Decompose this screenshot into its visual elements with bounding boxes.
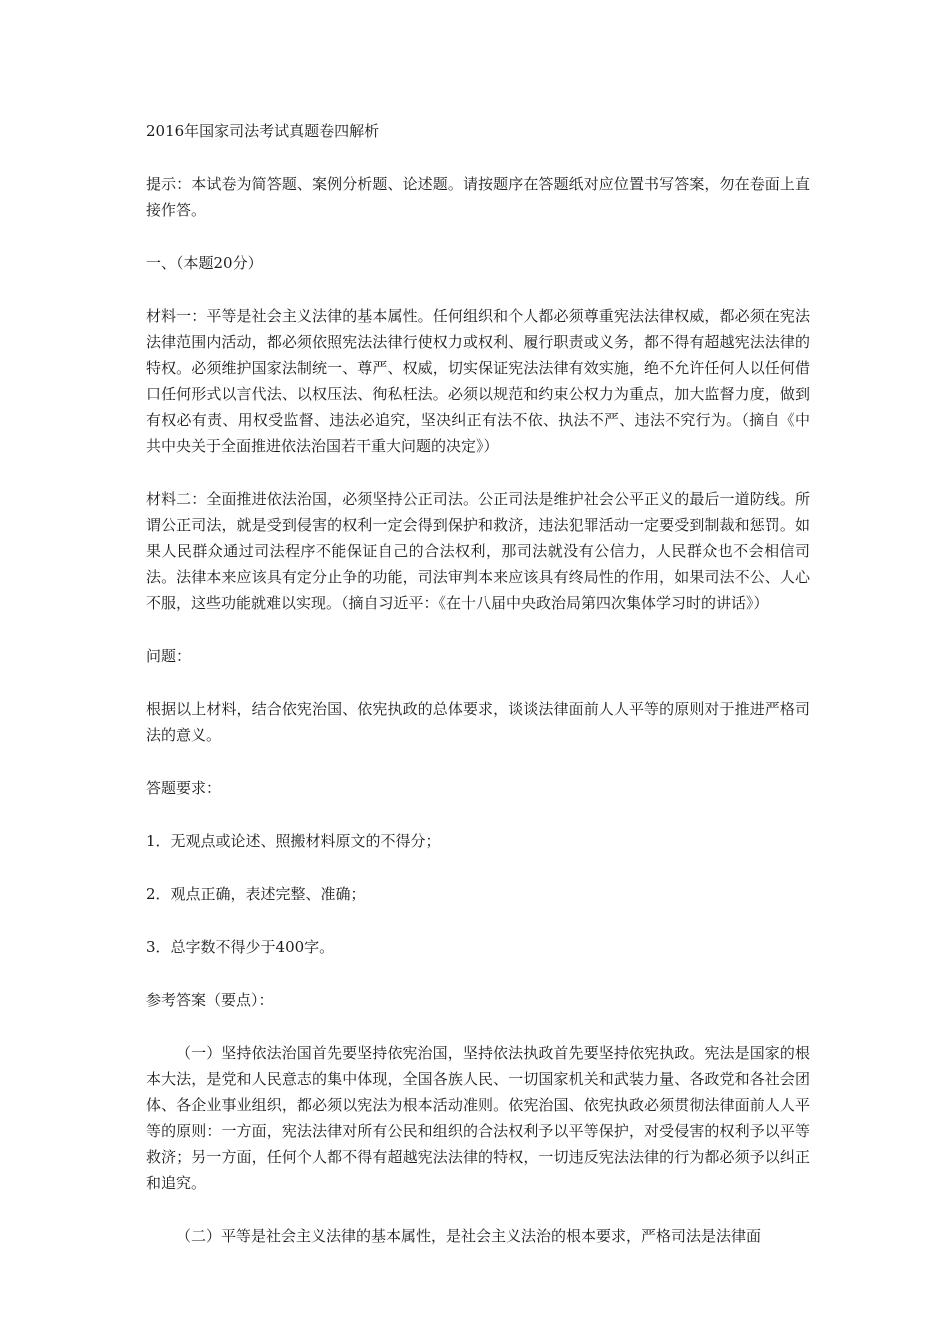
requirement-item: 3．总字数不得少于400字。 <box>146 938 335 956</box>
material-2: 材料二：全面推进依法治国，必须坚持公正司法。公正司法是维护社会公平正义的最后一道防线。所谓公正司法，就是受到侵害的权利一定会得到保护和救济，违法犯罪活动一定要受到制裁和惩罚。如果人民群众通过司法程序不能保证自己的合法权利，那司法就没有公信力，人民群众也不会相信司法。法律本来应该具有定分止争的功能，司法审判本来应该具有终局性的作用，如果司法不公、人心不服，这些功能就难以实现。（摘自习近平：《在十八届中央政治局第四次集体学习时的讲话》） <box>146 490 810 612</box>
document-title: 2016年国家司法考试真题卷四解析 <box>146 122 380 140</box>
requirements-label: 答题要求： <box>146 779 222 797</box>
exam-notice: 提示：本试卷为简答题、案例分析题、论述题。请按题序在答题纸对应位置书写答案，勿在卷面上直接作答。 <box>146 175 810 219</box>
answer-point: （二）平等是社会主义法律的基本属性，是社会主义法治的根本要求，严格司法是法律面 <box>176 1227 762 1245</box>
requirement-item: 1．无观点或论述、照搬材料原文的不得分； <box>146 832 441 850</box>
requirement-item: 2．观点正确，表述完整、准确； <box>146 885 366 903</box>
section-heading: 一、（本题20分） <box>146 254 263 272</box>
question-text: 根据以上材料，结合依宪治国、依宪执政的总体要求，谈谈法律面前人人平等的原则对于推进严格司法的意义。 <box>146 700 810 744</box>
material-1: 材料一：平等是社会主义法律的基本属性。任何组织和个人都必须尊重宪法法律权威，都必须在宪法法律范围内活动，都必须依照宪法法律行使权力或权利、履行职责或义务，都不得有超越宪法法律的特权。必须维护国家法制统一、尊严、权威，切实保证宪法法律有效实施，绝不允许任何人以任何借口任何形式以言代法、以权压法、徇私枉法。必须以规范和约束公权力为重点，加大监督力度，做到有权必有责、用权受监督、违法必追究，坚决纠正有法不依、执法不严、违法不究行为。（摘自《中共中央关于全面推进依法治国若干重大问题的决定》） <box>146 307 810 455</box>
question-label: 问题： <box>146 647 192 665</box>
answer-label: 参考答案（要点）： <box>146 991 274 1009</box>
document-page <box>146 118 810 1249</box>
answer-point: （一）坚持依法治国首先要坚持依宪治国，坚持依法执政首先要坚持依宪执政。宪法是国家的根本大法，是党和人民意志的集中体现，全国各族人民、一切国家机关和武装力量、各政党和各社会团体、各企业事业组织，都必须以宪法为根本活动准则。依宪治国、依宪执政必须贯彻法律面前人人平等的原则：一方面，宪法法律对所有公民和组织的合法权利予以平等保护，对受侵害的权利予以平等救济；另一方面，任何个人都不得有超越宪法法律的特权，一切违反宪法法律的行为都必须予以纠正和追究。 <box>146 1044 810 1192</box>
